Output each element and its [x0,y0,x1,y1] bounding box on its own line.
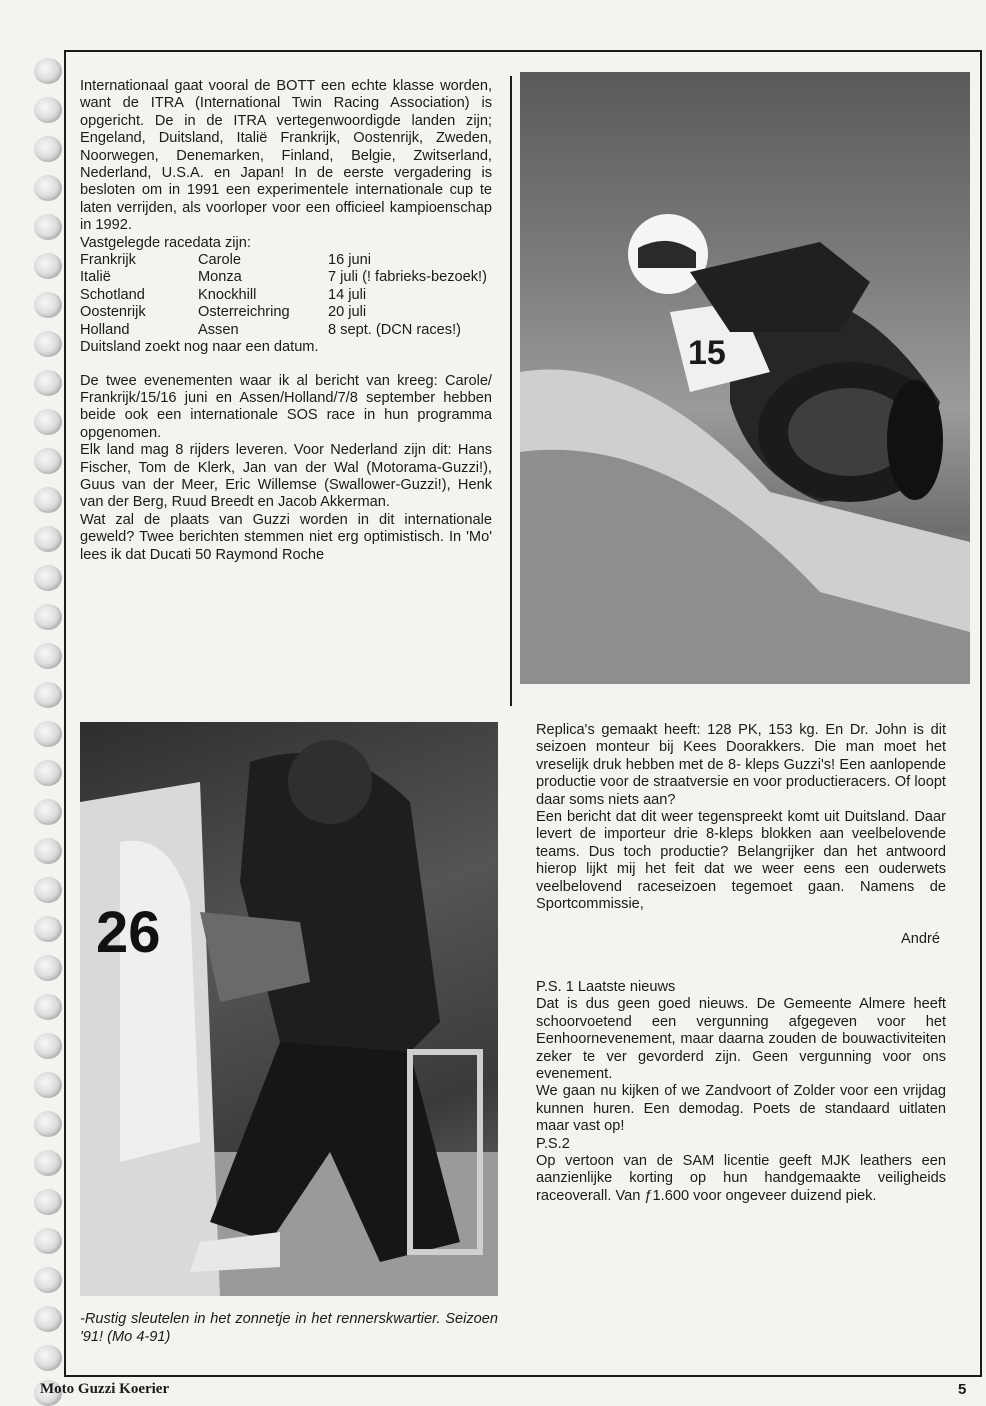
signature: André [901,931,940,948]
binder-ring [34,448,62,474]
binder-ring [34,1072,62,1098]
binder-ring [34,604,62,630]
ps2-title: P.S.2 [536,1135,570,1152]
binder-ring [34,721,62,747]
binder-ring [34,1228,62,1254]
date-circuit: Osterreichring [198,304,290,321]
riders-paragraph: Elk land mag 8 rijders leveren. Voor Nederland zijn dit: Hans Fischer, Tom de Klerk, Jan van der Wal (Motorama-Guzzi!), Guus van der Meer, Eric Willemse (Swallower-Guzzi!), Henk van der Berg, Ruud Breedt en Jacob Akkerman. [80,442,492,511]
ps2-body: Op vertoon van de SAM licentie geeft MJK leathers een aanzienlijke korting op hun handgemaakte veiligheids raceoverall. Van ƒ1.600 voor ongeveer duizend piek. [536,1152,946,1204]
right-column [536,722,946,1205]
binder-ring [34,838,62,864]
table-row [80,269,492,286]
binder-ring [34,175,62,201]
intro-paragraph: Internationaal gaat vooral de BOTT een echte klasse worden, want de ITRA (International Twin Racing Association) is opgericht. De in de ITRA vertegenwoordigde landen zijn; Engeland, Duitsland, Italië Frankrijk, Oostenrijk, Zweden, Noorwegen, Denemarken, Finland, Belgie, Zwitserland, Nederland, U.S.A. en Japan! In de eerste vergadering is besloten om in 1991 een experimentele internationale cup te laten verrijden, als voorloper voor een officieel kampioenschap in 1992. [80,78,492,234]
binder-ring [34,214,62,240]
table-row [80,304,492,321]
binder-ring [34,58,62,84]
mechanic-photo-art [80,722,498,1296]
binder-ring [34,1267,62,1293]
dates-heading: Vastgelegde racedata zijn: [80,234,251,251]
binder-ring [34,1150,62,1176]
binder-ring [34,643,62,669]
binder-ring [34,526,62,552]
binder-ring [34,682,62,708]
table-row [80,252,492,269]
ps1-body: Dat is dus geen goed nieuws. De Gemeente Almere heeft schoorvoetend een vergunning afgegeven voor het Eenhoornevenement, maar daarna zouden de bouwactiviteiten zeker te ver gevorderd zijn. Geen vergunning voor ons evenement. [536,996,946,1082]
left-column [80,78,492,564]
binder-rings [34,58,64,1398]
date-country: Frankrijk [80,252,136,269]
guzzi-paragraph: Wat zal de plaats van Guzzi worden in dit internationale geweld? Twee berichten stemmen niet erg optimistisch. In 'Mo' lees ik dat Ducati 50 Raymond Roche [80,511,492,563]
date-circuit: Assen [198,321,239,338]
binder-ring [34,292,62,318]
events-paragraph: De twee evenementen waar ik al bericht van kreeg: Carole/ Frankrijk/15/16 juni en Assen/Holland/7/8 september hebben beide ook een internationale SOS race in hun programma opgenomen. [80,372,492,441]
binder-ring [34,1033,62,1059]
binder-ring [34,1345,62,1371]
date-country: Holland [80,321,130,338]
ps1-body-2: We gaan nu kijken of we Zandvoort of Zolder voor een vrijdag kunnen huren. Een demodag. Poets de standaard uitlaten maar vast op! [536,1083,946,1135]
binder-ring [34,916,62,942]
binder-ring [34,370,62,396]
magazine-brand: Moto Guzzi Koerier [40,1381,170,1397]
date-value: 7 juli (! fabrieks-bezoek!) [328,269,487,286]
race-bike-number: 15 [688,334,726,372]
table-row [80,287,492,304]
date-country: Italië [80,269,111,286]
date-country: Schotland [80,286,145,303]
binder-ring [34,565,62,591]
ps1-title: P.S. 1 Laatste nieuws [536,978,676,995]
mechanic-photo [80,722,498,1296]
replica-paragraph: Replica's gemaakt heeft: 128 PK, 153 kg. En Dr. John is dit seizoen monteur bij Kees Doorakkers. Die man moet het vreselijk druk hebben met de 8- kleps Guzzi's! Een aanlopende productie voor de straatversie en voor productieracers. Of loopt daar soms niets aan? [536,722,946,808]
binder-ring [34,331,62,357]
date-value: 8 sept. (DCN races!) [328,321,461,338]
binder-ring [34,97,62,123]
table-row [80,322,492,339]
date-value: 16 juni [328,252,372,269]
race-motorcycle-photo [520,72,970,684]
date-circuit: Carole [198,252,241,269]
date-circuit: Monza [198,269,242,286]
mechanic-bike-number: 26 [96,900,161,965]
column-divider [510,76,512,706]
germany-paragraph: Een bericht dat dit weer tegenspreekt komt uit Duitsland. Daar levert de importeur drie 8-kleps blokken aan veelbelovende teams. Dus toch productie? Belangrijker dan het antwoord hierop lijkt mij het feit dat we weer eens een ouderwets veelbelovend raceseizoen tegemoet gaan. Namens de Sportcommissie, [536,809,946,913]
page-number: 5 [958,1381,967,1398]
binder-ring [34,955,62,981]
race-photo-art [520,72,970,684]
date-value: 14 juli [328,286,367,303]
binder-ring [34,1111,62,1137]
race-dates-table [80,252,492,339]
photo-caption: -Rustig sleutelen in het zonnetje in het rennerskwartier. Seizoen '91! (Mo 4-91) [80,1311,498,1345]
dates-note: Duitsland zoekt nog naar een datum. [80,339,319,356]
date-country: Oostenrijk [80,304,146,321]
date-value: 20 juli [328,304,367,321]
binder-ring [34,487,62,513]
date-circuit: Knockhill [198,286,257,303]
binder-ring [34,877,62,903]
binder-ring [34,1189,62,1215]
binder-ring [34,994,62,1020]
binder-ring [34,253,62,279]
binder-ring [34,409,62,435]
binder-ring [34,1306,62,1332]
binder-ring [34,136,62,162]
binder-ring [34,760,62,786]
binder-ring [34,799,62,825]
